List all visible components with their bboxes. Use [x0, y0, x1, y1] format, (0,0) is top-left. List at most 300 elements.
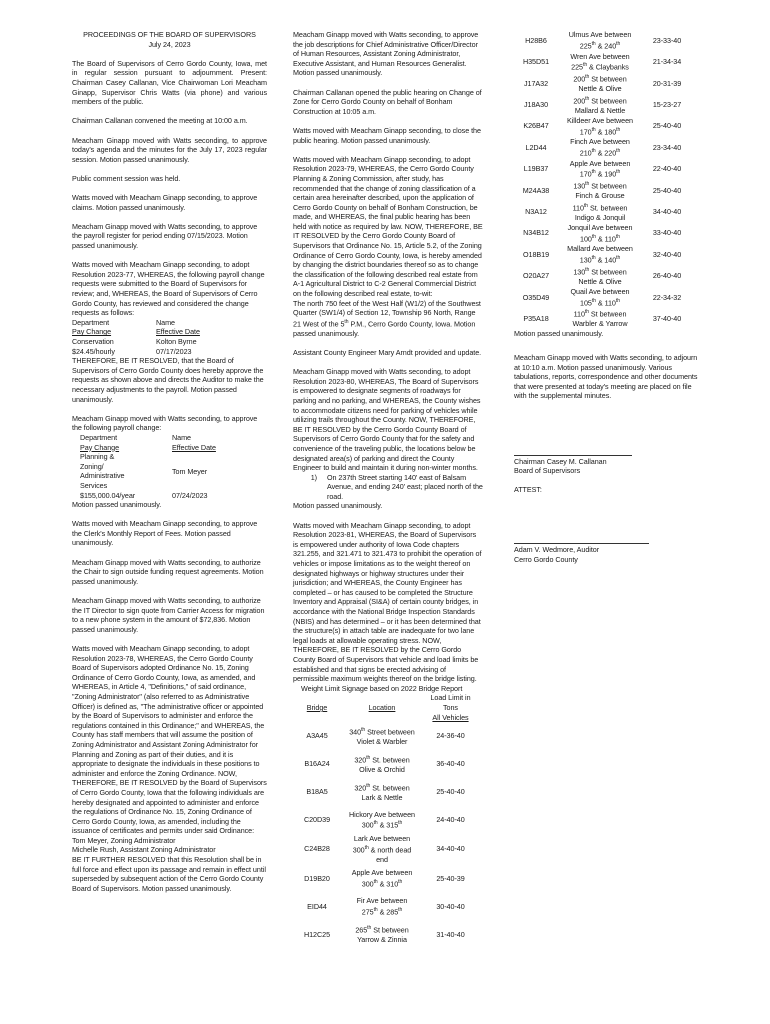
payroll2-header-name: Name [172, 432, 191, 442]
bridge-location [558, 180, 642, 201]
location-line-1 [558, 73, 642, 84]
location-text: 110 [572, 202, 584, 212]
location-text: Jonquil Ave between [567, 222, 633, 232]
table-row [514, 73, 692, 94]
location-text: 100 [580, 233, 592, 243]
payroll2-department-line-3: Administrative [80, 471, 125, 481]
location-text: Yarrow & Zinnia [357, 935, 407, 944]
appointee-zoning-administrator: Tom Meyer, Zoning Administrator [72, 835, 176, 845]
legal-description-superscript: th [344, 318, 349, 325]
bridge-location [558, 158, 642, 179]
table-row [514, 30, 692, 51]
bridge-location [341, 722, 423, 750]
table-row [514, 265, 692, 286]
location-line-1 [558, 180, 642, 191]
location-line-1 [341, 726, 423, 737]
location-line-2 [341, 935, 423, 945]
location-text: Violet & Warbler [356, 736, 408, 746]
location-text: Fir Ave between [356, 896, 408, 906]
location-line-1 [558, 30, 642, 40]
list-item-text: On 237th Street starting 140' east of Balsam Avenue, and ending 240' east; placed north of the road. [327, 472, 483, 501]
location-text: & 140 [595, 255, 617, 265]
location-text: St between [589, 267, 627, 277]
location-line-2 [558, 319, 642, 329]
location-text: & 190 [595, 169, 617, 179]
location-text: 300 [361, 879, 374, 888]
document-date: July 24, 2023 [148, 39, 191, 49]
bridge-load-limit: 33-40-40 [652, 228, 682, 238]
bridge-table-caption: Weight Limit Signage based on 2022 Bridge Report [301, 683, 463, 693]
appointee-assistant-zoning-administrator: Michelle Rush, Assistant Zoning Administrator [72, 845, 216, 855]
location-superscript: th [585, 95, 590, 102]
list-item-number: 1) [310, 472, 317, 482]
location-text: St. between [370, 755, 410, 765]
location-superscript: th [591, 41, 596, 47]
location-text: & 220 [595, 148, 617, 158]
location-text: & 310 [377, 879, 399, 888]
payroll1-department: Conservation [72, 337, 114, 346]
payroll-table-1 [72, 318, 267, 356]
bridge-id: O18B19 [522, 249, 550, 259]
location-line-1 [558, 52, 642, 62]
column-1 [72, 30, 267, 893]
table-row [514, 180, 692, 201]
bridge-id: L19B37 [523, 164, 549, 174]
table-row [514, 244, 692, 265]
location-line-2 [341, 878, 423, 889]
paragraph-public-hearing-open: Chairman Callanan opened the public hearing on Change of Zone for Cerro Gordo County on behalf of Bonham Construction at 10:05 a.m. [293, 87, 482, 116]
bridge-load-limit: 20-31-39 [652, 78, 682, 88]
location-superscript: th [585, 74, 590, 81]
location-text: & Claybanks [587, 62, 629, 72]
location-line-1 [341, 810, 423, 820]
location-text: Mallard & Nettle [574, 105, 626, 115]
bridge-load-limit: 25-40-39 [436, 873, 465, 883]
location-text: Olive & Orchid [359, 764, 405, 774]
location-text: 130 [579, 255, 592, 265]
table-row [293, 864, 478, 892]
paragraph-clerk-report: Watts moved with Meacham Ginapp seconding, to approve the Clerk's Monthly Report of Fees. Motion passed unanimously. [72, 519, 258, 548]
location-superscript: th [591, 169, 596, 176]
bridge-id: O35D49 [522, 292, 550, 302]
payroll2-name: Tom Meyer [172, 466, 208, 476]
location-text: 265 [355, 925, 368, 935]
paragraph-resolution-78: Watts moved with Meacham Ginapp seconding, to adopt Resolution 2023-78, WHEREAS, the Cerro Gordo County Board of Supervisors adopted Ordinance No. 15, Zoning Ordinance of Cerro Gordo County, Iowa, as amended, and WHEREAS, in Article 4, "Definitions," of said ordinance, "Zoning Administrator" (also referred to as Administrative Officer) is defined as, "The administrative officer or appointed by the Board of Supervisors to administer and enforce the regulations contained in this Ordinance;" and WHEREAS, the County has staff members that will assume the position of Zoning Administrator and Assistant Zoning Administrator for Planning and Zoning as part of their duties, and it is appropriate to designate the individuals in these positions to administer and enforce the Zoning Ordinance. NOW, THEREFORE, BE IT RESOLVED by the Board of Supervisors of Cerro Gordo County, Iowa that the following individuals are hereby designated and appointed to administer and enforce the regulations of Ordinance No. 15, Zoning Ordinance of Cerro Gordo County, Iowa, as amended, including the issuance of certificates and permits under said Ordinance: [72, 644, 267, 836]
bridge-location [558, 73, 642, 94]
location-line-2 [558, 126, 642, 137]
bridge-table-continued-body [514, 30, 692, 329]
paragraph-payroll-register: Meacham Ginapp moved with Watts seconding, to approve the payroll register for period ending 07/15/2023. Motion passed unanimously. [72, 221, 258, 251]
table-row [293, 920, 478, 948]
location-text: Nettle & Olive [578, 84, 622, 94]
location-superscript: th [583, 202, 589, 209]
signature-name-chairman: Chairman Casey M. Callanan [514, 456, 607, 466]
location-superscript: th [398, 878, 403, 885]
bridge-location [558, 265, 642, 286]
location-text: 225 [571, 62, 583, 72]
location-superscript: th [585, 181, 590, 188]
payroll1-header-effective-date: Effective Date [156, 327, 200, 337]
table-row [293, 778, 478, 806]
bridge-location [341, 920, 423, 948]
bridge-table [293, 693, 478, 948]
location-superscript: th [583, 62, 588, 69]
bridge-id: H35D51 [522, 57, 550, 67]
payroll2-header-pay-change: Pay Change [80, 442, 120, 452]
bridge-table-body [293, 722, 478, 948]
bridge-id: M24A38 [522, 185, 550, 195]
location-text: & 285 [377, 907, 399, 916]
column-3 [514, 30, 699, 564]
location-text: Street between [365, 727, 415, 737]
table-row [514, 158, 692, 179]
table-row [514, 201, 692, 222]
header-location: Location [368, 702, 396, 712]
payroll1-name: Kolton Byrne [156, 337, 197, 346]
location-text: Nettle & Olive [578, 276, 622, 286]
location-superscript: th [366, 754, 371, 761]
location-line-2 [558, 84, 642, 94]
bridge-location [558, 51, 642, 72]
location-superscript: th [584, 309, 589, 316]
location-superscript: th [616, 169, 621, 176]
location-line-2 [341, 819, 423, 830]
location-line-2 [558, 254, 642, 265]
location-text: St. between [588, 202, 628, 212]
bridge-load-limit: 15-23-27 [652, 100, 682, 110]
bridge-location [341, 778, 423, 806]
location-text: Hickory Ave between [348, 809, 416, 819]
table-row [514, 116, 692, 137]
location-line-1 [558, 116, 642, 126]
bridge-location [558, 223, 642, 244]
bridge-load-limit: 30-40-40 [436, 901, 465, 911]
location-text: St between [589, 74, 627, 84]
payroll1-date: 07/17/2023 [156, 346, 192, 356]
location-text: 300 [361, 820, 374, 830]
paragraph-funding-requests: Meacham Ginapp moved with Watts seconding, to authorize the Chair to sign outside funding request agreements. Motion passed unanimously. [72, 557, 264, 586]
location-text: 300 [352, 845, 365, 855]
bridge-id: EID44 [307, 901, 327, 911]
bridge-id: D19B20 [304, 873, 330, 883]
location-line-1 [558, 159, 642, 169]
bridge-id: J18A30 [523, 100, 549, 110]
payroll2-date: 07/24/2023 [172, 490, 208, 500]
bridge-id: C20D39 [303, 815, 331, 825]
location-line-1 [558, 308, 642, 319]
location-text: 320 [354, 755, 367, 765]
bridge-load-limit: 34-40-40 [652, 207, 682, 217]
table-row [514, 51, 692, 72]
location-line-3: end [376, 854, 388, 864]
paragraph-resolution-77: Watts moved with Meacham Ginapp seconding, to adopt Resolution 2023-77, WHEREAS, the following payroll change requests were submitted to the Board of Supervisors for review; and, WHEREAS, the Board of Supervisors of Cerro Gordo County, has reviewed and considered the change requests as follows: [72, 260, 265, 318]
paragraph-resolution-77-therefore: THEREFORE, BE IT RESOLVED, that the Board of Supervisors of Cerro Gordo County does hereby approve the requests as shown above and directs the Auditor to make the necessary adjustments to the payroll. Motion passed unanimously. [72, 356, 264, 404]
payroll2-department [72, 452, 172, 490]
payroll1-header-department: Department [72, 317, 110, 327]
location-text: 130 [573, 181, 586, 191]
payroll1-header-pay-change: Pay Change [72, 327, 112, 337]
payroll2-header-effective-date: Effective Date [172, 442, 216, 452]
location-line-1 [558, 202, 642, 213]
location-line-2 [558, 233, 642, 244]
header-load-limit: Load Limit in [430, 693, 471, 703]
paragraph-public-hearing-close: Watts moved with Meacham Ginapp seconding, to close the public hearing. Motion passed unanimously. [293, 125, 481, 145]
location-text: 170 [579, 169, 592, 179]
bridge-id: N34B12 [523, 228, 549, 238]
bridge-location [558, 308, 642, 329]
table-row [293, 834, 478, 864]
legal-description-part-2: P.M., Cerro Gordo County, Iowa. Motion passed unanimously. [293, 319, 476, 338]
location-text: & 240 [595, 41, 617, 51]
location-text: 200 [573, 95, 586, 105]
paragraph-public-comment: Public comment session was held. [72, 173, 181, 183]
location-line-2 [341, 844, 423, 855]
table-row [293, 892, 478, 920]
bridge-load-limit: 36-40-40 [436, 759, 465, 769]
bridge-load-limit: 24-36-40 [436, 731, 465, 741]
payroll1-pay: $24.45/hourly [72, 346, 115, 356]
location-superscript: th [373, 878, 378, 885]
bridge-id: K26B47 [523, 121, 549, 131]
paragraph-phone-system: Meacham Ginapp moved with Watts seconding, to authorize the IT Director to sign quote from Carrier Access for migration to a new phone system in the amount of $72,836. Motion passed unanimously. [72, 596, 265, 634]
bridge-location [341, 806, 423, 834]
paragraph-adjourn: Meacham Ginapp moved with Watts seconding, to adjourn at 10:10 a.m. Motion passed unanimously. Various tabulations, reports, correspondence and other documents that were presented at today's meeting are placed on file with the supplemental minutes. [514, 353, 698, 401]
bridge-id: B16A24 [304, 759, 330, 769]
location-text: 170 [579, 126, 592, 136]
table-row [514, 137, 692, 158]
location-superscript: th [616, 254, 621, 261]
bridge-id: J17A32 [523, 78, 549, 88]
bridge-load-limit: 22-40-40 [652, 164, 682, 174]
location-text: Lark & Nettle [361, 792, 403, 802]
bridge-id: A3A45 [306, 731, 328, 741]
bridge-load-limit: 37-40-40 [652, 313, 682, 323]
table-row [293, 806, 478, 834]
bridge-id: N3A12 [525, 207, 547, 217]
location-text: St between [371, 925, 409, 935]
payroll2-header-department: Department [80, 432, 118, 442]
location-line-1 [341, 834, 423, 844]
location-line-2 [341, 737, 423, 747]
attest-label: ATTEST: [514, 485, 542, 495]
paragraph-resolution-78-further: BE IT FURTHER RESOLVED that this Resolution shall be in full force and effect upon its passage and remain in effect until superseded by subsequent action of the Cerro Gordo County Board of Supervisors. Motion passed unanimously. [72, 855, 266, 893]
bridge-load-limit: 32-40-40 [652, 249, 682, 259]
list-item [293, 473, 483, 502]
payroll2-department-line-4: Services [80, 480, 108, 490]
paragraph-resolution-79: Watts moved with Meacham Ginapp seconding, to adopt Resolution 2023-79, WHEREAS, the Cerro Gordo County Planning & Zoning Commission, after study, has recommended that the change of zoning classification of a certain area hereinafter described, upon the application of Cerro Gordo County on behalf of Bonham Construction, be made, and WHEREAS, the final public hearing has been held with notice as required by law. NOW, THEREFORE, BE IT RESOLVED by the Cerro Gordo County Board of Supervisors that Ordinance No. 15, Article 5.2, of the Zoning Ordinance of Cerro Gordo County, Iowa, is hereby amended by changing the district boundaries thereof so as to change the classification of the following described real estate from A-1 Agricultural District to C-2 General Commercial District on the following described real estate, to-wit: [293, 154, 483, 299]
location-superscript: th [591, 126, 596, 133]
location-line-1 [341, 868, 423, 878]
signature-line-auditor [514, 533, 649, 544]
bridge-load-limit: 24-40-40 [436, 815, 465, 825]
bridge-location [558, 30, 642, 51]
location-text: 210 [579, 148, 592, 158]
location-line-1 [341, 896, 423, 906]
location-line-2 [558, 147, 642, 158]
table-row [514, 94, 692, 115]
location-text: & 180 [595, 126, 617, 136]
location-text: & 110 [595, 298, 616, 308]
signature-line-chairman [514, 445, 632, 456]
payroll-table-2 [72, 433, 267, 500]
location-text: 200 [573, 74, 586, 84]
bridge-location [341, 750, 423, 778]
bridge-load-limit: 23-34-40 [652, 142, 682, 152]
bridge-load-limit: 22-34-32 [652, 292, 682, 302]
location-text: Quail Ave between [570, 287, 630, 297]
location-text: St between [589, 181, 627, 191]
bridge-id: O20A27 [522, 271, 550, 281]
bridge-location [341, 864, 423, 892]
location-line-2 [341, 765, 423, 775]
location-superscript: th [373, 820, 378, 827]
location-line-2 [558, 61, 642, 72]
location-text: 105 [580, 298, 592, 308]
bridge-id: L2D44 [525, 142, 547, 152]
signature-title-auditor: Cerro Gordo County [514, 554, 578, 564]
location-superscript: th [585, 266, 590, 273]
bridge-id: H28B6 [525, 35, 547, 45]
location-superscript: th [591, 297, 596, 304]
location-text: St between [588, 309, 627, 319]
location-text: Lark Ave between [353, 834, 411, 844]
payroll2-department-line-1: Planning & [80, 452, 115, 462]
location-superscript: th [361, 726, 366, 733]
location-text: Killdeer Ave between [567, 115, 633, 125]
paragraph-agenda: Meacham Ginapp moved with Watts seconding, to approve today's agenda and the minutes for the July 17, 2023 regular session. Motion passed unanimously. [72, 135, 267, 164]
location-line-1 [558, 266, 642, 277]
bridge-load-limit: 31-40-40 [436, 929, 465, 939]
bridge-location [558, 94, 642, 115]
location-text: 110 [573, 309, 585, 319]
bridge-load-limit: 34-40-40 [436, 844, 465, 854]
location-text: & 110 [595, 233, 616, 243]
location-line-2 [558, 191, 642, 201]
bridge-id: C24B28 [304, 844, 330, 854]
location-text: & 315 [377, 820, 399, 830]
location-line-1 [558, 223, 642, 233]
location-line-2 [558, 106, 642, 116]
paragraph-resolution-80-motion: Motion passed unanimously. [293, 501, 383, 511]
document-title: PROCEEDINGS OF THE BOARD OF SUPERVISORS [83, 30, 256, 39]
column-2 [293, 30, 483, 948]
location-superscript: th [364, 844, 369, 851]
location-text: Finch Ave between [570, 137, 630, 147]
paragraph-job-descriptions: Meacham Ginapp moved with Watts seconding, to approve the job descriptions for Chief Administrative Officer/Director of Human Resources, Assistant Zoning Administrator, Executive Assistant, and Human Resources Generalist. Motion passed unanimously. [293, 30, 479, 78]
location-superscript: th [366, 782, 371, 789]
location-line-1 [341, 754, 423, 765]
location-line-1 [341, 782, 423, 793]
bridge-id: H12C25 [303, 929, 331, 939]
table-row [514, 223, 692, 244]
location-superscript: th [591, 233, 596, 240]
location-superscript: th [616, 41, 621, 47]
payroll2-pay: $155,000.04/year [80, 490, 136, 500]
bridge-load-limit: 25-40-40 [652, 121, 682, 131]
location-text: & north dead [368, 845, 412, 855]
location-line-2 [341, 793, 423, 803]
location-line-1 [341, 924, 423, 935]
table-row [514, 287, 692, 308]
location-text: 340 [349, 727, 362, 737]
location-text: St. between [370, 783, 410, 793]
location-superscript: th [616, 147, 621, 154]
paragraph-claims: Watts moved with Meacham Ginapp seconding, to approve claims. Motion passed unanimously. [72, 193, 258, 212]
paragraph-engineer-update: Assistant County Engineer Mary Arndt provided and update. [293, 347, 482, 357]
location-line-2 [558, 213, 642, 223]
bridge-load-limit: 23-33-40 [652, 35, 682, 45]
location-text: Ulmus Ave between [568, 30, 632, 40]
bridge-load-limit: 21-34-34 [652, 57, 682, 67]
bridge-id: P35A18 [523, 313, 549, 323]
location-line-2 [558, 168, 642, 179]
location-superscript: th [367, 925, 372, 932]
table-row [514, 308, 692, 329]
location-text: Mallard Ave between [567, 244, 633, 254]
location-line-1 [558, 287, 642, 297]
bridge-table-continued [514, 30, 692, 329]
location-text: 275 [361, 907, 374, 916]
location-line-2 [558, 40, 642, 51]
location-line-1 [558, 95, 642, 106]
signature-name-auditor: Adam V. Wedmore, Auditor [514, 545, 600, 554]
header-bridge: Bridge [306, 702, 328, 712]
location-text: 225 [579, 41, 592, 51]
location-line-1 [558, 137, 642, 147]
table-row [293, 722, 478, 750]
bridge-load-limit: 26-40-40 [652, 271, 682, 281]
legal-description-part-1: The north 750 feet of the West Half (W1/2) of the Southwest Quarter (SW1/4) of Section 12, Township 96 North, Range 21 West of the 5 [293, 298, 481, 329]
bridge-location [558, 201, 642, 222]
header-all-vehicles: All Vehicles [432, 712, 469, 722]
location-line-2 [558, 297, 642, 308]
location-text: St between [589, 95, 627, 105]
bridge-location [558, 137, 642, 158]
location-superscript: th [615, 297, 620, 304]
location-text: Warbler & Yarrow [572, 319, 628, 329]
location-superscript: th [591, 254, 596, 261]
bridge-location [558, 287, 642, 308]
location-superscript: th [616, 126, 621, 133]
paragraph-bridge-motion: Motion passed unanimously. [514, 329, 604, 339]
bridge-load-limit: 25-40-40 [436, 787, 465, 797]
paragraph-convene: Chairman Callanan convened the meeting at 10:00 a.m. [72, 116, 248, 126]
bridge-location [341, 834, 423, 864]
location-superscript: th [398, 906, 403, 913]
location-superscript: th [373, 906, 378, 913]
header-tons: Tons [443, 702, 458, 712]
location-line-2 [558, 277, 642, 287]
location-text: Apple Ave between [351, 868, 413, 878]
table-row [293, 750, 478, 778]
location-text: Indigo & Jonquil [574, 212, 626, 222]
location-superscript: th [591, 147, 596, 154]
bridge-load-limit: 25-40-40 [652, 185, 682, 195]
paragraph-payroll-change-motion: Motion passed unanimously. [72, 500, 162, 510]
location-line-1 [558, 244, 642, 254]
location-text: Apple Ave between [569, 158, 631, 168]
location-superscript: th [398, 820, 403, 827]
paragraph-resolution-81: Watts moved with Meacham Ginapp seconding, to adopt Resolution 2023-81, WHEREAS, the Board of Supervisors is empowered under authority of Iowa Code chapters 321.255, and 321.471 to 321.473 to prohibit the operation of vehicles or impose limitations as to the weight thereof on designated highways or highway structures under their jurisdiction; and WHEREAS, the County Engineer has completed – or has caused to be completed the Structure Inventory and Appraisal (SI&A) of certain county bridges, in accordance with the National Bridge Inspection Standards (NBIS) and has determined – or it has been determined that the structure(s) in attach table are inadequate for two lane legal loads at allowable operating stress. NOW, THEREFORE, BE IT RESOLVED by the Cerro Gordo County Board of Supervisors that vehicle and load limits be established and that signs be erected advising of permissible maximum weights thereof on the bridge listing. [293, 520, 482, 684]
location-text: Wren Ave between [570, 51, 630, 61]
bridge-location [558, 244, 642, 265]
signature-title-chairman: Board of Supervisors [514, 466, 581, 476]
bridge-location [341, 892, 423, 920]
location-text: 320 [354, 783, 367, 793]
paragraph-legal-description [293, 299, 483, 339]
paragraph-resolution-80: Meacham Ginapp moved with Watts seconding, to adopt Resolution 2023-80, WHEREAS, The Board of Supervisors is empowered to designate segments of roadways for parking and no parking, and WHEREAS, the County wishes to accommodate citizens need for parking of vehicles while utilizing trails throughout the County. NOW, THEREFORE, BE IT RESOLVED by the Cerro Gordo County Board of Supervisors of Cerro Gordo County that for the safety and convenience of the traveling public, the locations below be designated area(s) of parking and direct the County Engineer to build and maintain it during non-winter months. [293, 367, 481, 473]
location-text: Finch & Grouse [575, 191, 625, 201]
